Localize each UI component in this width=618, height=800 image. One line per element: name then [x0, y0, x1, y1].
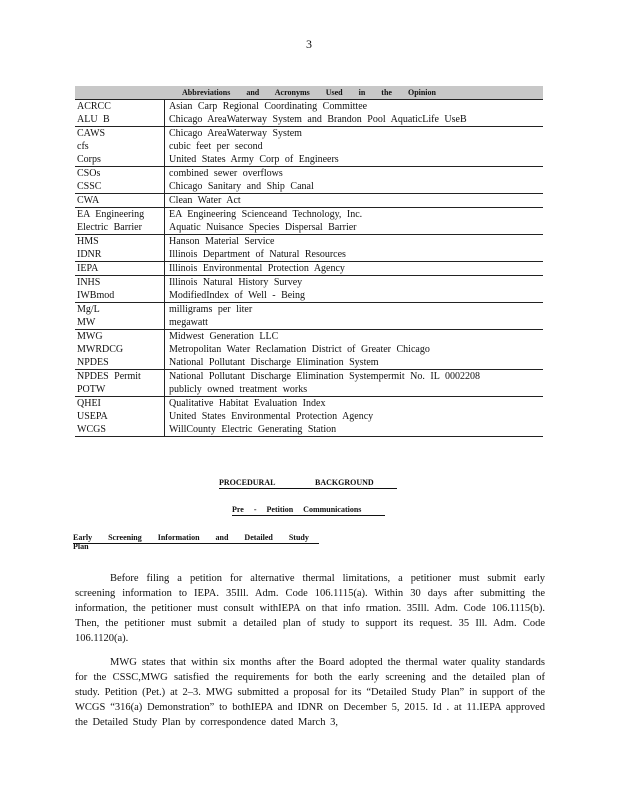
abbreviation-term: EA Engineering: [77, 209, 145, 220]
abbreviation-term: cfs: [77, 141, 89, 152]
abbreviation-definition: cubic feet per second: [169, 141, 263, 152]
abbreviation-term: MWG: [77, 331, 103, 342]
abbreviation-term: Corps: [77, 154, 101, 165]
table-row: [75, 208, 543, 235]
abbreviation-definition: Chicago AreaWaterway System: [169, 128, 302, 139]
term-cell: [75, 303, 165, 330]
definition-cell: [165, 330, 544, 370]
table-row: [75, 276, 543, 303]
abbreviation-definition: Clean Water Act: [169, 195, 241, 206]
abbreviation-definition: Illinois Environmental Protection Agency: [169, 263, 345, 274]
table-row: [75, 370, 543, 397]
abbreviation-definition: Chicago Sanitary and Ship Canal: [169, 181, 314, 192]
table-row: [75, 100, 543, 127]
abbreviation-term: CSOs: [77, 168, 101, 179]
early-screening-heading: [73, 533, 319, 551]
abbreviation-term: NPDES Permit: [77, 371, 141, 382]
abbreviation-definition: publicly owned treatment works: [169, 384, 308, 395]
abbreviation-definition: EA Engineering Scienceand Technology, Inc.: [169, 209, 363, 220]
definition-cell: [165, 397, 544, 437]
definition-cell: [165, 127, 544, 167]
abbreviation-term: Electric Barrier: [77, 222, 142, 233]
abbreviation-term: WCGS: [77, 424, 106, 435]
abbreviation-definition: Illinois Department of Natural Resources: [169, 249, 346, 260]
abbreviation-definition: United States Army Corp of Engineers: [169, 154, 339, 165]
abbreviation-definition: ModifiedIndex of Well - Being: [169, 290, 305, 301]
abbreviation-definition: United States Environmental Protection Agency: [169, 411, 374, 422]
term-cell: [75, 276, 165, 303]
definition-cell: [165, 194, 544, 208]
term-cell: [75, 167, 165, 194]
term-cell: [75, 208, 165, 235]
abbreviation-term: POTW: [77, 384, 106, 395]
abbreviation-term: IDNR: [77, 249, 102, 260]
paragraph-1: Before filing a petition for alternative thermal limitations, a petitioner must submit early screening information to IEPA. 35Ill. Adm. Code 106.1115(a). Within 30 days after submitting the information, the petitioner must consult withIEPA on that info rmation. 35Ill. Adm. Code 106.1115(b). Then, the petitioner must submit a detailed plan of study to support its request. 35 Ill. Adm. Code 106.1120(a).: [75, 572, 545, 644]
term-cell: [75, 370, 165, 397]
abbreviation-term: INHS: [77, 277, 101, 288]
table-body: [75, 100, 543, 437]
abbreviation-term: NPDES: [77, 357, 109, 368]
abbreviation-term: CAWS: [77, 128, 106, 139]
abbreviation-term: Mg/L: [77, 304, 100, 315]
abbreviation-definition: Aquatic Nuisance Species Dispersal Barrier: [169, 222, 357, 233]
abbreviation-term: IWBmod: [77, 290, 115, 301]
table-title: Abbreviations and Acronyms Used in the Opinion: [75, 86, 543, 100]
abbreviation-definition: megawatt: [169, 317, 208, 328]
abbreviation-definition: milligrams per liter: [169, 304, 253, 315]
term-cell: [75, 194, 165, 208]
definition-cell: [165, 100, 544, 127]
abbreviation-definition: Midwest Generation LLC: [169, 331, 279, 342]
abbreviation-term: IEPA: [77, 263, 99, 274]
table-row: [75, 167, 543, 194]
table-row: [75, 330, 543, 370]
pre-petition-heading: [232, 505, 385, 514]
abbreviation-term: ALU B: [77, 114, 110, 125]
abbreviation-definition: Asian Carp Regional Coordinating Committee: [169, 101, 368, 112]
table-row: [75, 194, 543, 208]
table-row: [75, 397, 543, 437]
term-cell: [75, 262, 165, 276]
abbreviation-term: CSSC: [77, 181, 102, 192]
abbreviation-definition: Hanson Material Service: [169, 236, 275, 247]
abbreviation-term: ACRCC: [77, 101, 111, 112]
abbreviation-definition: National Pollutant Discharge Elimination Systempermit No. IL 0002208: [169, 371, 480, 382]
abbreviation-definition: Metropolitan Water Reclamation District of Greater Chicago: [169, 344, 430, 355]
table-row: [75, 235, 543, 262]
early-screening-heading-text: Early Screening Information and Detailed Study Plan: [73, 533, 309, 551]
abbreviation-term: MW: [77, 317, 96, 328]
table-row: [75, 127, 543, 167]
term-cell: [75, 100, 165, 127]
term-cell: [75, 330, 165, 370]
abbreviation-definition: WillCounty Electric Generating Station: [169, 424, 337, 435]
abbreviation-term: MWRDCG: [77, 344, 124, 355]
paragraph-2: MWG states that within six months after the Board adopted the thermal water quality standards for the CSSC,MWG satisfied the requirements for both the early screening and the detailed plan of study. Petition (Pet.) at 2–3. MWG submitted a proposal for its “Detailed Study Plan” in support of the WCGS “316(a) Demonstration” to bothIEPA and IDNR on December 5, 2015. Id . at 11.IEPA approved the Detailed Study Plan by correspondence dated March 3,: [75, 656, 545, 728]
abbreviation-definition: Chicago AreaWaterway System and Brandon Pool AquaticLife UseB: [169, 114, 467, 125]
table-row: [75, 262, 543, 276]
term-cell: [75, 235, 165, 262]
definition-cell: [165, 276, 544, 303]
definition-cell: [165, 208, 544, 235]
abbreviation-term: QHEI: [77, 398, 101, 409]
definition-cell: [165, 167, 544, 194]
page-number: 3: [306, 37, 312, 51]
abbreviation-definition: combined sewer overflows: [169, 168, 283, 179]
procedural-background-heading: [219, 478, 397, 487]
definition-cell: [165, 262, 544, 276]
term-cell: [75, 127, 165, 167]
definition-cell: [165, 235, 544, 262]
abbreviation-definition: National Pollutant Discharge Elimination System: [169, 357, 379, 368]
definition-cell: [165, 303, 544, 330]
abbreviations-table: [75, 86, 543, 437]
abbreviation-term: HMS: [77, 236, 99, 247]
definition-cell: [165, 370, 544, 397]
pre-petition-heading-text: Pre - Petition Communications: [232, 505, 362, 514]
abbreviation-definition: Qualitative Habitat Evaluation Index: [169, 398, 326, 409]
procedural-heading-text: PROCEDURAL BACKGROUND: [219, 478, 374, 487]
abbreviation-term: USEPA: [77, 411, 108, 422]
abbreviation-term: CWA: [77, 195, 100, 206]
table-row: [75, 303, 543, 330]
abbreviation-definition: Illinois Natural History Survey: [169, 277, 303, 288]
term-cell: [75, 397, 165, 437]
